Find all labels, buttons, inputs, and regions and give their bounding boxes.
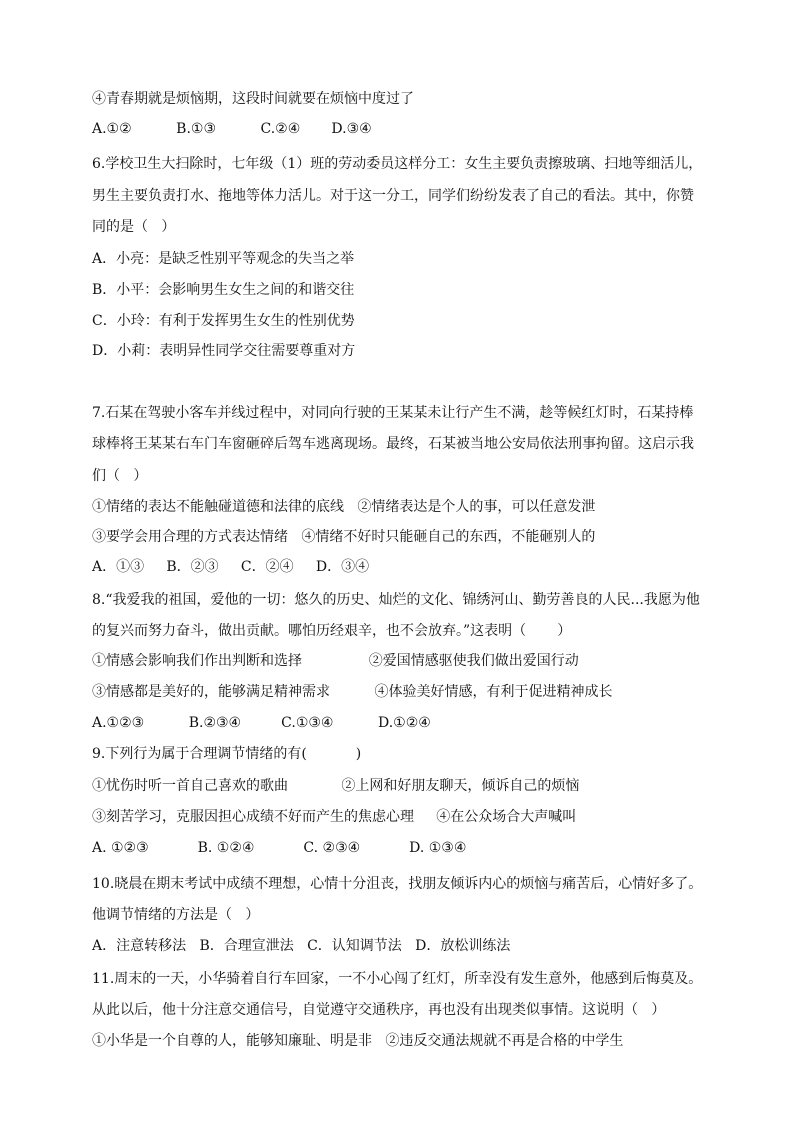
text-line: ③刻苦学习，克服因担心成绩不好而产生的焦虑心理 ④在公众场合大声喊叫	[92, 809, 577, 825]
text-line: D．小莉：表明异性同学交往需要尊重对方	[92, 343, 356, 359]
text-line: 11.周末的一天，小华骑着自行车回家，一不小心闯了红灯，所幸没有发生意外，他感到后悔莫及。	[92, 971, 703, 987]
text-line: 8.“我爱我的祖国，爱他的一切：悠久的历史、灿烂的文化、锦绣河山、勤劳善良的人民...我愿为他	[92, 592, 700, 608]
text-line: 们（ ）	[92, 468, 148, 484]
text-line: 男生主要负责打水、拖地等体力活儿。对于这一分工，同学们纷纷发表了自己的看法。其中，你赞	[92, 188, 694, 204]
text-line: 7.石某在驾驶小客车并线过程中，对同向行驶的王某某未让行产生不满，趁等候红灯时，石某持棒	[92, 405, 694, 421]
text-line: ①情感会影响我们作出判断和选择 ②爱国情感驱使我们做出爱国行动	[92, 653, 579, 669]
text-line: ③要学会用合理的方式表达情绪 ④情绪不好时只能砸自己的东西，不能砸别人的	[92, 529, 596, 545]
text-line: ④青春期就是烦恼期，这段时间就要在烦恼中度过了	[92, 91, 414, 107]
text-line: A．①③ B．②③ C．②④ D．③④	[92, 559, 370, 575]
text-line: 球棒将王某某右车门车窗砸碎后驾车逃离现场。最终，石某被当地公安局依法刑事拘留。这启示我	[92, 436, 694, 452]
text-line: A. ①②③ B. ①②④ C. ②③④ D. ①③④	[92, 840, 467, 856]
text-line: A.①② B.①③ C.②④ D.③④	[92, 121, 372, 137]
text-line: 同的是（ ）	[92, 219, 176, 235]
text-line: 他调节情绪的方法是（ ）	[92, 907, 260, 923]
text-line: 10.晓晨在期末考试中成绩不理想，心情十分沮丧，找朋友倾诉内心的烦恼与痛苦后，心情好多了。	[92, 876, 703, 892]
text-line: C．小玲：有利于发挥男生女生的性别优势	[92, 313, 355, 329]
text-line: ③情感都是美好的，能够满足精神需求 ④体验美好情感，有利于促进精神成长	[92, 684, 613, 700]
text-line: 的复兴而努力奋斗，做出贡献。哪怕历经艰辛，也不会放弃。”这表明（ ）	[92, 623, 572, 639]
text-line: A．小亮：是缺乏性别平等观念的失当之举	[92, 251, 355, 267]
text-line: ①忧伤时听一首自己喜欢的歌曲 ②上网和好朋友聊天，倾诉自己的烦恼	[92, 778, 580, 794]
text-line: 9.下列行为属于合理调节情绪的有( )	[92, 746, 362, 762]
text-line: A.①②③ B.②③④ C.①③④ D.①②④	[92, 715, 431, 731]
text-line: B．小平：会影响男生女生之间的和谐交往	[92, 282, 355, 298]
text-line: 从此以后，他十分注意交通信号，自觉遵守交通秩序，再也没有出现类似事情。这说明（ ）	[92, 1002, 666, 1018]
text-line: 6.学校卫生大扫除时，七年级（1）班的劳动委员这样分工：女生主要负责擦玻璃、扫地等细活儿，	[92, 156, 703, 172]
text-line: ①小华是一个自尊的人，能够知廉耻、明是非 ②违反交通法规就不再是合格的中学生	[92, 1033, 624, 1049]
text-line: A．注意转移法 B．合理宣泄法 C．认知调节法 D．放松训练法	[92, 938, 511, 954]
text-line: ①情绪的表达不能触碰道德和法律的底线 ②情绪表达是个人的事，可以任意发泄	[92, 499, 596, 515]
